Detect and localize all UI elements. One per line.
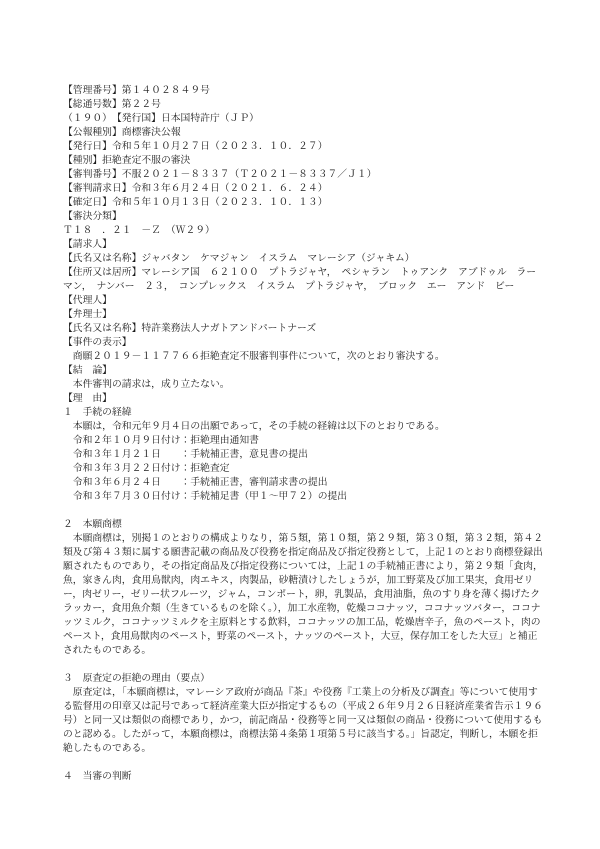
document-body xyxy=(63,84,544,784)
document-line: 【理 由】 xyxy=(63,393,112,404)
document-line: ４ 当審の判断 xyxy=(63,771,132,782)
document-line: 令和２年１０月９日付け：拒絶理由通知書 xyxy=(63,435,259,446)
document-line: 【弁理士】 xyxy=(63,309,112,320)
document-line xyxy=(63,756,544,770)
document-line: 【住所又は居所】マレーシア国 ６２１００ プトラジャヤ， ペシャラン トゥアンク アブドゥル ラーマン， ナンバー ２３， コンプレックス イスラム プトラジャヤ， ブロック エー アンド ビー xyxy=(63,267,537,292)
document-line: 【結 論】 xyxy=(63,365,112,376)
document-line: 【総通号数】第２２号 xyxy=(63,99,161,110)
document-line: 【請求人】 xyxy=(63,239,112,250)
document-line: 【審判請求日】令和３年６月２４日（２０２１．６．２４） xyxy=(63,183,328,194)
document-line: Ｔ１８ ．２１ －Ｚ （Ｗ２９） xyxy=(63,225,215,236)
document-line: （１９０） 【発行国】日本国特許庁（ＪＰ） xyxy=(63,113,259,124)
document-line: 商願２０１９－１１７７６６拒絶査定不服審判事件について，次のとおり審決する。 xyxy=(63,351,445,362)
document-line: 【審決分類】 xyxy=(63,211,122,222)
document-line: １ 手続の経緯 xyxy=(63,407,132,418)
document-line: ３ 原査定の拒絶の理由（要点） xyxy=(63,673,210,684)
document-line: 【管理番号】第１４０２８４９号 xyxy=(63,85,210,96)
document-line: ２ 本願商標 xyxy=(63,519,122,530)
document-line: 【確定日】令和５年１０月１３日（２０２３．１０．１３） xyxy=(63,197,328,208)
document-line: 原査定は，「本願商標は，マレーシア政府が商品『茶』や役務『工業上の分析及び調査』等について使用する監督用の印章又は記号であって経済産業大臣が指定するもの（平成２６年９月２６日経済産業省告示１９６号）と同一又は類似の商標であり，かつ，前記商品・役務等と同一又は類似の商品・役務について使用するものと認める。したがって，本願商標は，商標法第４条第１項第５号に該当する。」旨認定，判断し，本願を拒絶したものである。 xyxy=(63,687,543,754)
document-line: 【種別】拒絶査定不服の審決 xyxy=(63,155,191,166)
document-line: 【公報種別】商標審決公報 xyxy=(63,127,181,138)
document-line: 本願は，令和元年９月４日の出願であって，その手続の経緯は以下のとおりである。 xyxy=(63,421,445,432)
document-line: 【発行日】令和５年１０月２７日（２０２３．１０．２７） xyxy=(63,141,328,152)
document-line: 【事件の表示】 xyxy=(63,337,132,348)
document-line: 【氏名又は名称】特許業務法人ナガトアンドパートナーズ xyxy=(63,323,317,334)
document-line: 令和３年６月２４日 ：手続補正書，審判請求書の提出 xyxy=(63,477,328,488)
document-line: 令和３年１月２１日 ：手続補正書，意見書の提出 xyxy=(63,449,308,460)
document-line: 【代理人】 xyxy=(63,295,112,306)
document-line: 【審判番号】不服２０２１－８３３７（Ｔ２０２１－８３３７／Ｊ１） xyxy=(63,169,377,180)
document-line xyxy=(63,504,544,518)
document-line: 【氏名又は名称】ジャバタン ケマジャン イスラム マレーシア（ジャキム） xyxy=(63,253,415,264)
document-line: 本願商標は，別掲１のとおりの構成よりなり，第５類，第１０類，第２９類，第３０類，第３２類，第４２類及び第４３類に属する願書記載の商品及び役務を指定商品及び指定役務として，上記１のとおり商標登録出願されたものであり，その指定商品及び指定役務については，上記１の手続補正書により，第２９類「食肉，魚，家きん肉，食用鳥獣肉，肉エキス，肉製品，砂糖漬けしたしょうが，加工野菜及び加工果実，食用ゼリー，肉ゼリー，ゼリー状フルーツ，ジャム，コンポート，卵，乳製品，食用油脂，魚のすり身を薄く揚げたクラッカー，食用魚介類（生きているものを除く。），加工水産物，乾燥ココナッツ，ココナッツバター，ココナッツミルク，ココナッツミルクを主原料とする飲料，ココナッツの加工品，乾燥唐辛子，魚のペースト，肉のペースト，食用鳥獣肉のペースト，野菜のペースト，ナッツのペースト，大豆，保存加工をした大豆」と補正されたものである。 xyxy=(63,533,544,656)
document-line xyxy=(63,658,544,672)
document-line: 令和３年７月３０日付け：手続補足書（甲１～甲７２）の提出 xyxy=(63,491,348,502)
document-line: 令和３年３月２２日付け：拒絶査定 xyxy=(63,463,230,474)
document-line: 本件審判の請求は，成り立たない。 xyxy=(63,379,230,390)
